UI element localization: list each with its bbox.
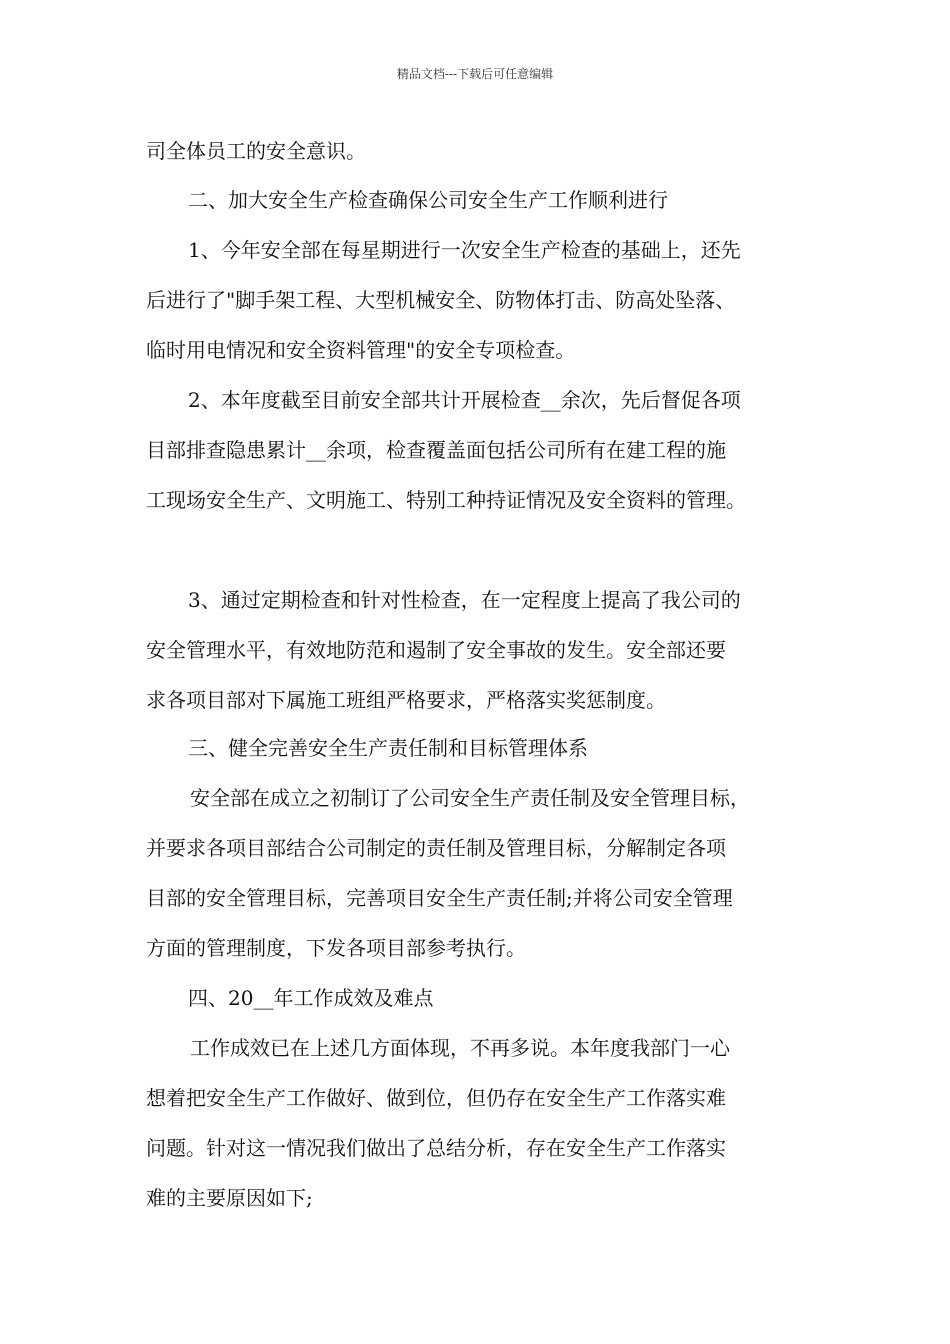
section-heading: 四、20__年工作成效及难点: [188, 986, 434, 1010]
text-line: 并要求各项目部结合公司制定的责任制及管理目标，分解制定各项: [146, 836, 726, 860]
text-line: 后进行了"脚手架工程、大型机械安全、防物体打击、防高处坠落、: [146, 288, 736, 312]
text-line: 想着把安全生产工作做好、做到位，但仍存在安全生产工作落实难: [146, 1086, 726, 1110]
text-line: 求各项目部对下属施工班组严格要求，严格落实奖惩制度。: [146, 688, 666, 712]
text-line: 问题。针对这一情况我们做出了总结分析，存在安全生产工作落实: [146, 1136, 726, 1160]
page-header: 精品文档---下载后可任意编辑: [396, 67, 554, 81]
text-line: 2、本年度截至目前安全部共计开展检查__余次，先后督促各项: [188, 388, 741, 412]
text-line: 临时用电情况和安全资料管理"的安全专项检查。: [146, 338, 576, 362]
text-line: 司全体员工的安全意识。: [146, 139, 366, 163]
text-line: 方面的管理制度，下发各项目部参考执行。: [146, 936, 526, 960]
text-line: 安全管理水平，有效地防范和遏制了安全事故的发生。安全部还要: [146, 638, 726, 662]
text-line: 1、今年安全部在每星期进行一次安全生产检查的基础上，还先: [188, 238, 741, 262]
section-heading: 三、健全完善安全生产责任制和目标管理体系: [188, 736, 588, 760]
text-line: 工作成效已在上述几方面体现，不再多说。本年度我部门一心: [190, 1036, 730, 1060]
text-line: 目部的安全管理目标，完善项目安全生产责任制;并将公司安全管理: [146, 886, 733, 910]
text-line: 3、通过定期检查和针对性检查，在一定程度上提高了我公司的: [188, 588, 741, 612]
text-line: 安全部在成立之初制订了公司安全生产责任制及安全管理目标，: [190, 786, 750, 810]
text-line: 工现场安全生产、文明施工、特别工种持证情况及安全资料的管理。: [146, 488, 746, 512]
section-heading: 二、加大安全生产检查确保公司安全生产工作顺利进行: [188, 188, 668, 212]
text-line: 目部排查隐患累计__余项，检查覆盖面包括公司所有在建工程的施: [146, 438, 726, 462]
text-line: 难的主要原因如下;: [146, 1186, 313, 1210]
